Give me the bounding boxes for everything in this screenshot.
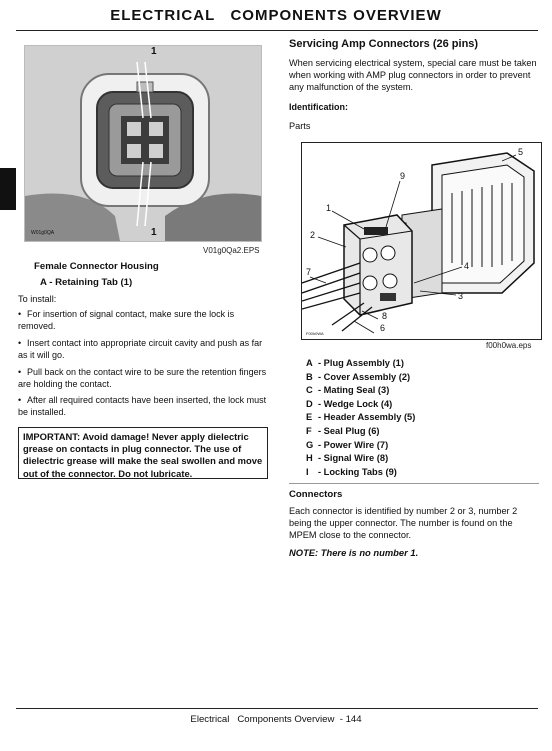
retaining-tab-item: A - Retaining Tab (1) (40, 277, 133, 288)
part-text: - Locking Tabs (9) (318, 466, 397, 477)
part-letter: C (306, 385, 313, 396)
parts-list (306, 357, 506, 479)
important-warning-box: IMPORTANT: Avoid damage! Never apply dielectric grease on contacts in plug connector. The use of dielectric grease will make the seal swollen and move out of the connector. Do not lubricate. (18, 427, 268, 479)
diagram-number-9: 9 (400, 171, 406, 181)
parts-label: Parts (289, 121, 311, 131)
part-letter: I (306, 466, 309, 477)
section-tab-marker (0, 168, 16, 210)
bullet-dot: • (18, 338, 22, 348)
diagram-code: F00h0WA (306, 331, 324, 336)
top-rule (16, 30, 538, 31)
identification-label: Identification: (289, 102, 348, 112)
photo-callout-top: 1 (151, 46, 157, 57)
part-text: - Power Wire (7) (318, 439, 389, 450)
part-text: - Plug Assembly (1) (318, 358, 404, 368)
part-letter: G (306, 439, 314, 450)
bullet-text: For insertion of signal contact, make sure the lock is removed. (18, 309, 235, 331)
part-text: - Cover Assembly (2) (318, 371, 411, 382)
diagram-number-7: 7 (306, 267, 312, 277)
part-item (306, 384, 506, 398)
diagram-number-4: 4 (464, 261, 470, 271)
diagram-number-5: 5 (518, 147, 524, 157)
part-item (306, 371, 506, 385)
part-text: - Mating Seal (3) (318, 385, 390, 396)
part-letter: F (306, 425, 312, 436)
diagram-caption: f00h0wa.eps (486, 341, 532, 350)
part-item (306, 439, 506, 453)
part-letter: H (306, 453, 313, 464)
part-text: - Seal Plug (6) (318, 425, 380, 436)
bullet-text: Pull back on the contact wire to be sure the retention fingers are holding the contact. (18, 367, 267, 389)
photo-callout-bottom: 1 (151, 227, 157, 238)
part-text: - Wedge Lock (4) (318, 398, 393, 409)
photo-caption: V01g0Qa2.EPS (203, 246, 260, 255)
part-item (306, 466, 506, 480)
part-item (306, 411, 506, 425)
part-item (306, 452, 506, 466)
part-letter: A (306, 358, 313, 368)
part-letter: E (306, 412, 313, 423)
note-text: NOTE: There is no number 1. (289, 547, 419, 558)
connectors-heading: Connectors (289, 489, 343, 500)
part-item (306, 398, 506, 412)
female-connector-heading: Female Connector Housing (34, 261, 159, 272)
amp-intro-text: When servicing electrical system, special care must be taken when working with AMP plug connectors in order to prevent any malfunction of the system. (289, 58, 537, 92)
footer-rule (16, 708, 538, 709)
mid-rule (289, 483, 539, 484)
connector-photo (24, 45, 262, 242)
install-bullet (18, 366, 270, 390)
diagram-number-3: 3 (458, 291, 464, 301)
photo-label-code: W01g0QA (31, 230, 55, 236)
bullet-dot: • (18, 309, 22, 319)
part-letter: B (306, 371, 313, 382)
diagram-number-8: 8 (382, 311, 388, 321)
diagram-number-1: 1 (326, 203, 332, 213)
page-footer: Electrical Components Overview - 144 (190, 714, 362, 725)
part-letter: D (306, 398, 313, 409)
part-item (306, 425, 506, 439)
install-bullet (18, 308, 270, 332)
part-item (306, 357, 506, 371)
bullet-text: After all required contacts have been inserted, the lock must be installed. (18, 395, 267, 417)
bullet-text: Insert contact into appropriate circuit cavity and push as far as it will go. (18, 338, 263, 360)
install-bullet (18, 337, 270, 361)
install-bullet (18, 394, 270, 418)
connectors-text: Each connector is identified by number 2 or 3, number 2 being the upper connector. The number is found on the MPEM close to the connector. (289, 506, 518, 540)
amp-connectors-heading: Servicing Amp Connectors (26 pins) (289, 38, 479, 50)
page-title: ELECTRICAL COMPONENTS OVERVIEW (110, 7, 442, 24)
diagram-number-6: 6 (380, 323, 386, 333)
to-install-label: To install: (18, 294, 57, 304)
part-text: - Signal Wire (8) (318, 453, 389, 464)
part-text: - Header Assembly (5) (318, 412, 416, 423)
bullet-dot: • (18, 395, 22, 405)
diagram-number-2: 2 (310, 230, 316, 240)
bullet-dot: • (18, 367, 22, 377)
amp-connector-diagram (301, 142, 542, 340)
